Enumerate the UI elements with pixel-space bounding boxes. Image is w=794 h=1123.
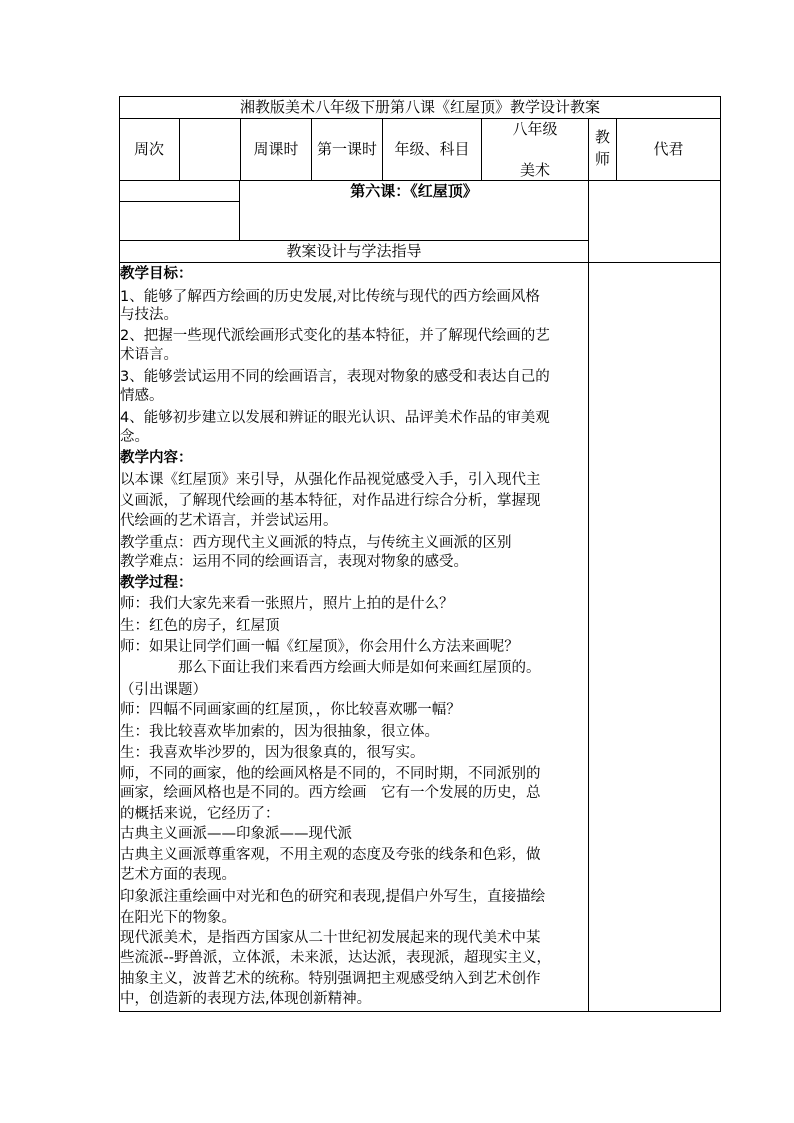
- content-line: 那么下面让我们来看西方绘画大师是如何来画红屋顶的。: [120, 660, 541, 676]
- content-line: 的概括来说，它经历了：: [120, 806, 280, 822]
- rule-v-6: [588, 118, 589, 1012]
- grade-subject-label: 年级、科目: [394, 140, 470, 158]
- section-heading: 教学过程：: [120, 575, 193, 591]
- content-line: 师：我们大家先来看一张照片，照片上拍的是什么？: [120, 596, 454, 612]
- content-line: 师：四幅不同画家画的红屋顶，，你比较喜欢哪一幅？: [120, 702, 461, 718]
- content-line: 4、能够初步建立以发展和辨证的眼光认识、品评美术作品的审美观: [120, 410, 550, 426]
- subject-value: 美术: [519, 161, 550, 179]
- rule-below-lesson: [119, 240, 588, 241]
- content-line: 2、把握一些现代派绘画形式变化的基本特征，并了解现代绘画的艺: [120, 328, 550, 344]
- content-line: 代绘画的艺术语言，并尝试运用。: [120, 513, 338, 529]
- teacher-label-2: 师: [594, 150, 610, 168]
- content-line: 教学重点：西方现代主义画派的特点，与传统主义画派的区别: [120, 535, 512, 551]
- guide-heading: 教案设计与学法指导: [286, 242, 422, 260]
- content-line: （引出课题）: [120, 682, 207, 698]
- content-line: 在阳光下的物象。: [120, 910, 236, 926]
- content-line: 师：如果让同学们画一幅《红屋顶》，你会用什么方法来画呢？: [120, 639, 519, 655]
- content-line: 艺术方面的表现。: [120, 867, 236, 883]
- period-value: 第一课时: [316, 140, 377, 158]
- content-line: 生：红色的房子，红屋顶: [120, 618, 280, 634]
- content-line: 师，不同的画家，他的绘画风格是不同的，不同时期，不同派别的: [120, 766, 541, 782]
- content-line: 画家，绘画风格也是不同的。西方绘画 它有一个发展的历史，总: [120, 785, 541, 801]
- teacher-label-1: 教: [594, 128, 610, 146]
- rule-below-header: [119, 180, 721, 181]
- content-line: 1、能够了解西方绘画的历史发展,对比传统与现代的西方绘画风格: [120, 289, 540, 305]
- content-line: 古典主义画派尊重客观，不用主观的态度及夸张的线条和色彩，做: [120, 847, 541, 863]
- content-line: 情感。: [120, 388, 164, 404]
- content-line: 中，创造新的表现方法,体现创新精神。: [120, 991, 372, 1007]
- teacher-value: 代君: [653, 140, 684, 158]
- rule-below-guide: [119, 262, 721, 263]
- content-line: 与技法。: [120, 307, 178, 323]
- content-line: 念。: [120, 429, 149, 445]
- table-border-right: [720, 96, 721, 1012]
- section-heading: 教学内容：: [120, 450, 193, 466]
- content-line: 3、能够尝试运用不同的绘画语言，表现对物象的感受和表达自己的: [120, 369, 550, 385]
- grade-value: 八年级: [512, 120, 558, 138]
- week-label: 周次: [133, 140, 164, 158]
- content-line: 些流派--野兽派，立体派，未来派，达达派，表现派，超现实主义，: [120, 950, 551, 966]
- rule-v-1: [179, 118, 180, 180]
- content-line: 古典主义画派——印象派——现代派: [120, 826, 352, 842]
- content-line: 义画派，了解现代绘画的基本特征，对作品进行综合分析，掌握现: [120, 493, 541, 509]
- content-line: 术语言。: [120, 347, 178, 363]
- table-border-bottom: [119, 1011, 721, 1012]
- content-line: 现代派美术，是指西方国家从二十世纪初发展起来的现代美术中某: [120, 930, 541, 946]
- rule-left-cell-split: [119, 201, 239, 202]
- content-line: 以本课《红屋顶》来引导，从强化作品视觉感受入手，引入现代主: [120, 472, 541, 488]
- content-line: 抽象主义，波普艺术的统称。特别强调把主观感受纳入到艺术创作: [120, 971, 541, 987]
- section-heading: 教学目标：: [120, 266, 193, 282]
- content-line: 生：我喜欢毕沙罗的，因为很象真的，很写实。: [120, 745, 425, 761]
- content-line: 教学难点：运用不同的绘画语言，表现对物象的感受。: [120, 554, 468, 570]
- document-title: 湘教版美术八年级下册第八课《红屋顶》教学设计教案: [239, 98, 600, 116]
- table-border-top: [119, 96, 721, 97]
- content-line: 印象派注重绘画中对光和色的研究和表现,提倡户外写生，直接描绘: [120, 889, 546, 905]
- period-label: 周课时: [253, 140, 299, 158]
- content-line: 生：我比较喜欢毕加索的，因为很抽象，很立体。: [120, 724, 439, 740]
- lesson-title: 第六课：《红屋顶》: [350, 182, 478, 200]
- rule-below-title: [119, 118, 721, 119]
